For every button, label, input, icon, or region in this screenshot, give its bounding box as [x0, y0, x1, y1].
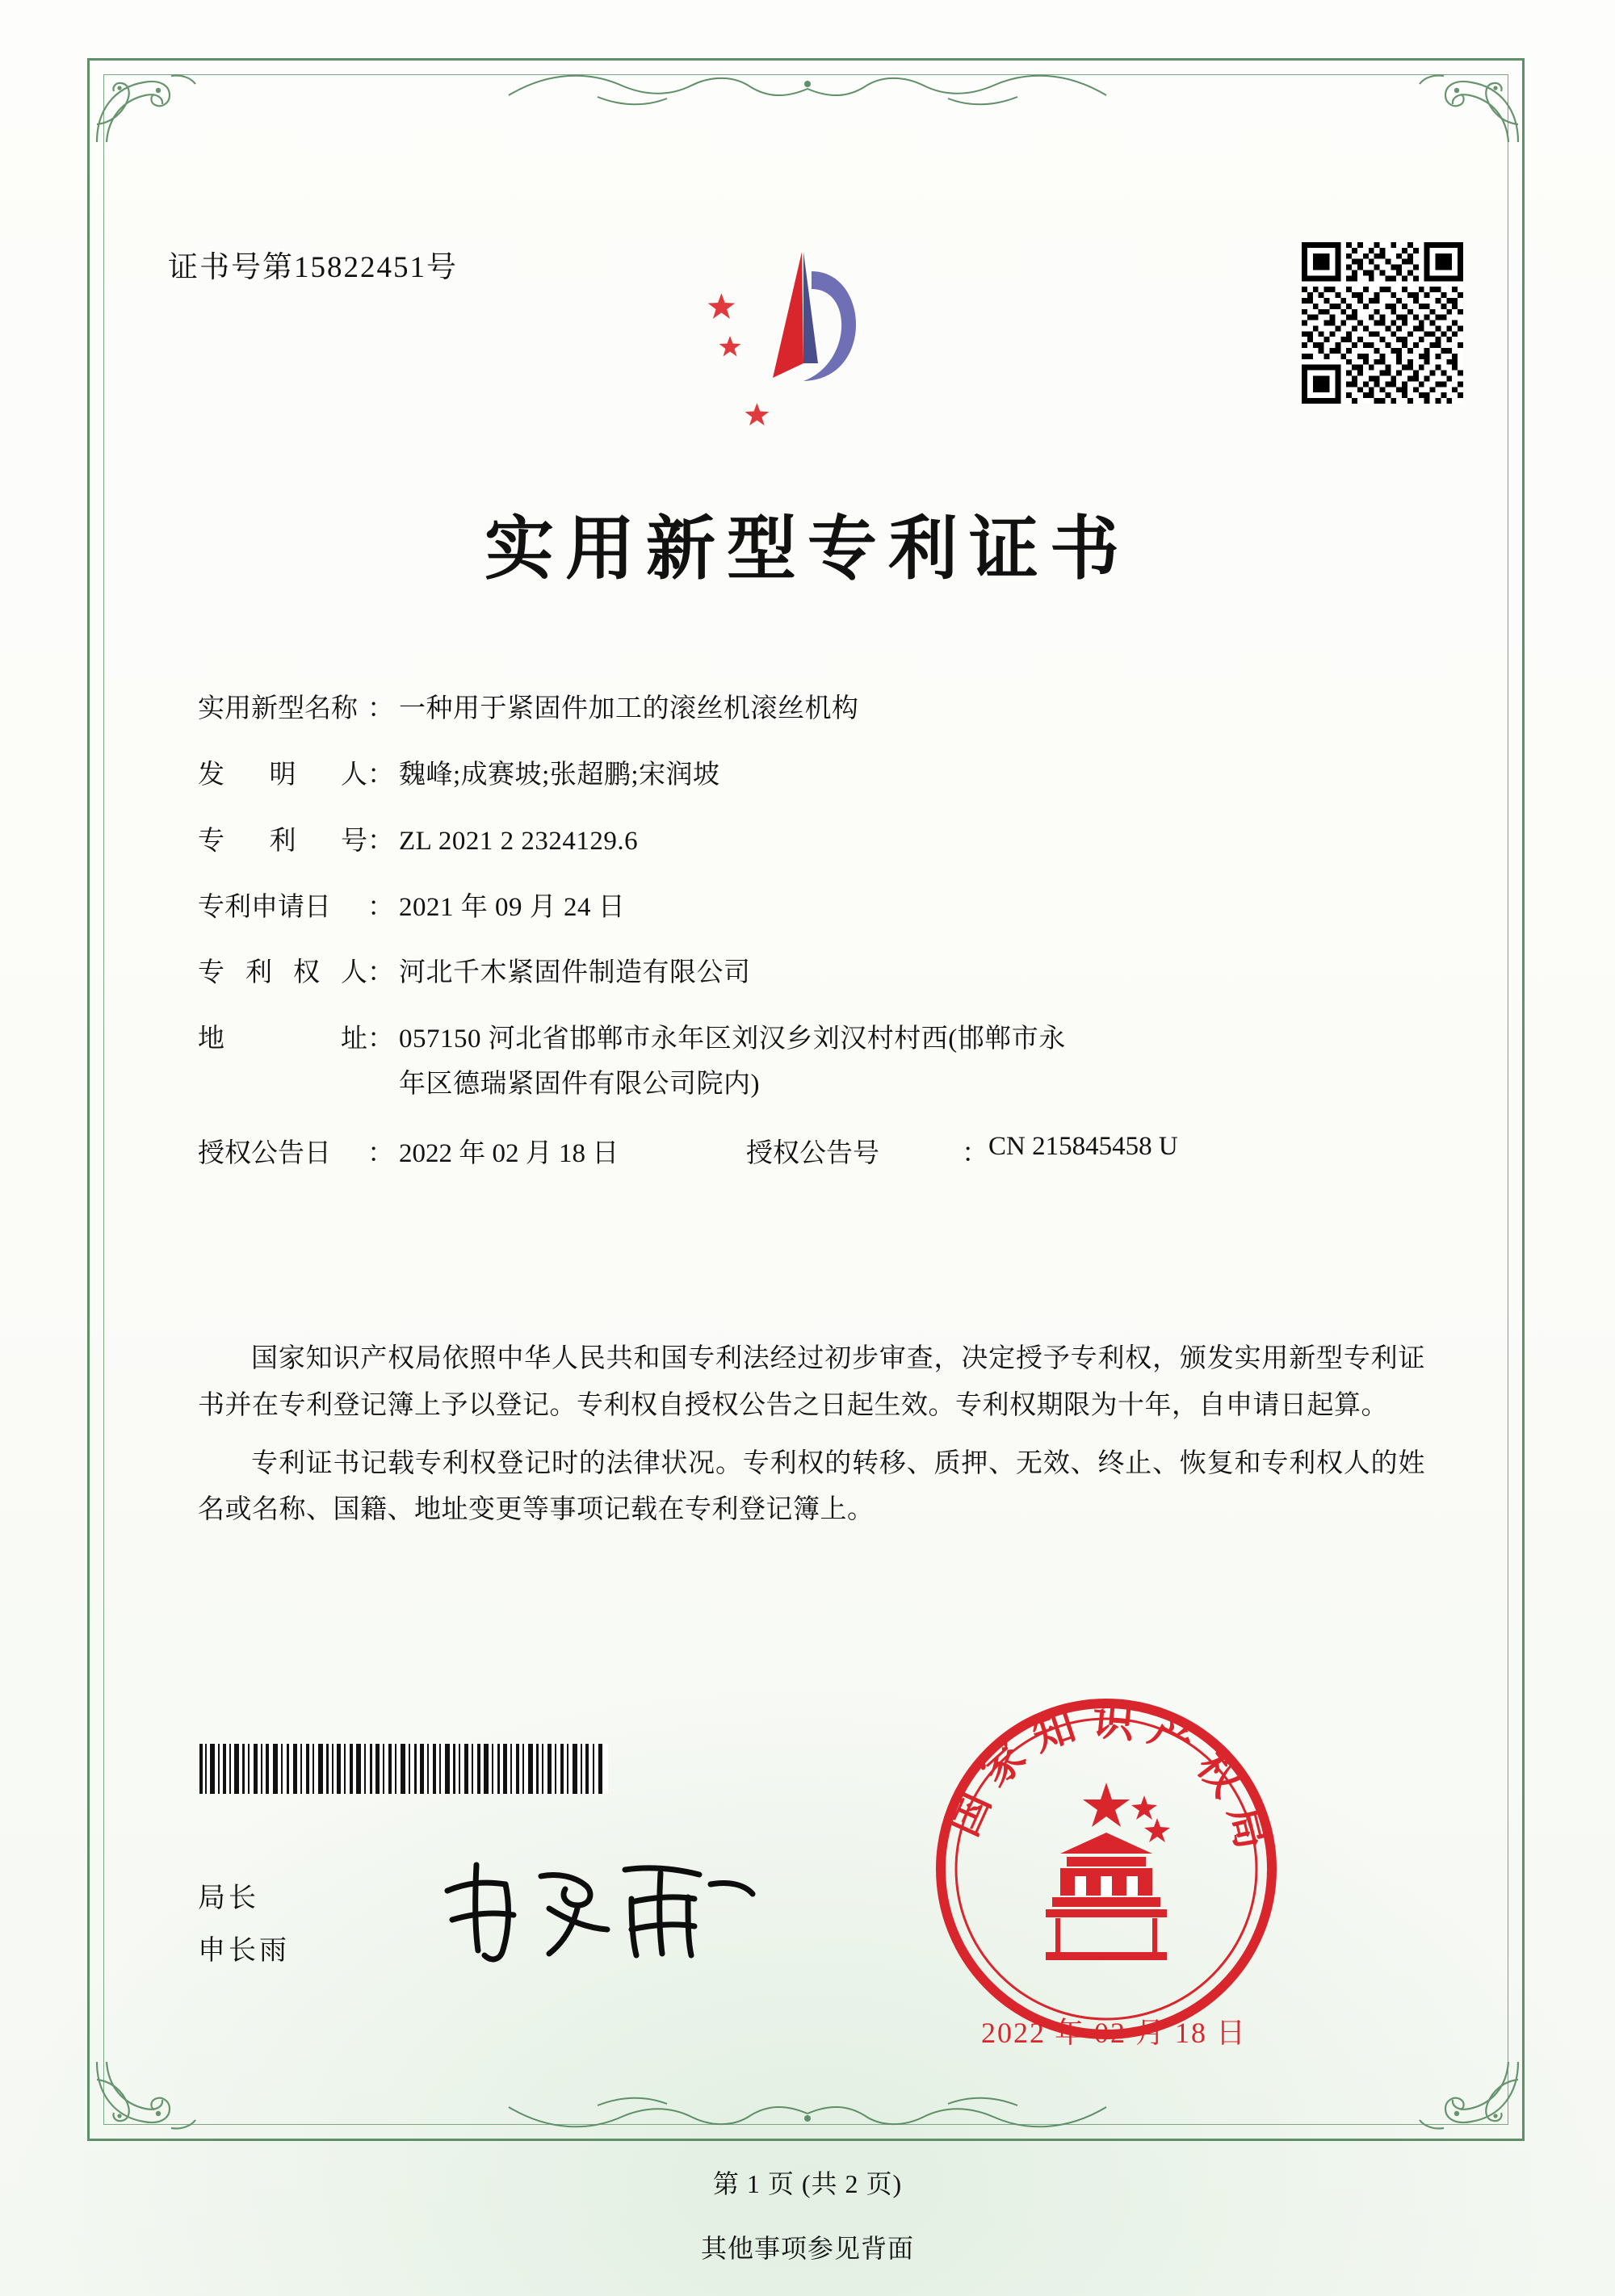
field-row-inventors	[198, 756, 1441, 795]
corner-ornament-icon	[1403, 2054, 1525, 2143]
director-block	[198, 1873, 290, 1977]
field-colon: ：	[367, 892, 394, 922]
field-colon: ：	[367, 958, 394, 988]
page-title: 实用新型专利证书	[484, 510, 1130, 588]
grant-number-label	[746, 1132, 988, 1170]
corner-ornament-icon	[90, 2054, 212, 2143]
handwritten-signature-icon	[428, 1849, 767, 1970]
field-label-text: 权	[293, 958, 320, 988]
top-flourish-icon	[501, 60, 1114, 118]
field-row-address	[198, 1020, 1441, 1104]
field-label-text: 利	[269, 826, 296, 856]
field-label-text: 利	[245, 958, 272, 988]
field-label-text: 发	[198, 760, 224, 790]
field-label-text: 人	[341, 760, 367, 790]
field-value: 河北千木紧固件制造有限公司	[399, 958, 751, 988]
field-colon: ：	[367, 1138, 394, 1168]
field-label-text: 专	[198, 826, 224, 856]
field-colon: ：	[962, 1138, 988, 1168]
field-value: 魏峰;成赛坡;张超鹏;宋润坡	[399, 760, 720, 790]
field-label-text: 址	[341, 1024, 367, 1054]
field-colon: ：	[367, 694, 394, 723]
field-label-text: 地	[198, 1024, 224, 1054]
legal-paragraph-2: 专利证书记载专利权登记时的法律状况。专利权的转移、质押、无效、终止、恢复和专利权人的姓名或名称、国籍、地址变更等事项记载在专利登记簿上。	[198, 1448, 1425, 1525]
field-colon: ：	[367, 826, 394, 856]
page-number: 第 1 页 (共 2 页)	[712, 2169, 903, 2198]
field-label: 实用新型名称	[198, 694, 358, 723]
grant-number-label-text: 授权公告号	[746, 1138, 879, 1168]
grant-number-value: CN 215845458 U	[988, 1131, 1178, 1161]
address-line-2: 年区德瑞紧固件有限公司院内)	[399, 1070, 760, 1100]
barcode-icon	[198, 1744, 608, 1794]
grant-date-value: 2022 年 02 月 18 日	[399, 1138, 619, 1168]
field-label-text: 号	[341, 826, 367, 856]
cnipa-logo-icon	[682, 242, 933, 428]
back-side-note: 其他事项参见背面	[700, 2234, 914, 2263]
field-label: 专利申请日	[198, 892, 331, 922]
field-label	[198, 954, 367, 993]
corner-ornament-icon	[1403, 61, 1525, 150]
field-value: 一种用于紧固件加工的滚丝机滚丝机构	[399, 694, 859, 723]
field-colon: ：	[367, 1024, 394, 1054]
address-line-1: 057150 河北省邯郸市永年区刘汉乡刘汉村村西(邯郸市永	[399, 1024, 1066, 1054]
field-row-grant	[198, 1132, 1441, 1170]
field-row-patentee	[198, 954, 1441, 993]
grant-date-label: 授权公告日	[198, 1138, 331, 1168]
bottom-flourish-icon	[501, 2084, 1114, 2143]
field-value	[399, 1020, 1441, 1104]
field-label	[198, 823, 367, 861]
field-row-patent-number	[198, 823, 1441, 861]
director-title: 局长	[198, 1883, 259, 1913]
qr-code-icon	[1302, 242, 1463, 404]
field-label-text: 人	[341, 958, 367, 988]
certificate-fields	[198, 690, 1441, 1194]
field-label	[198, 756, 367, 795]
field-row-invention-name	[198, 690, 1441, 729]
official-seal-icon	[933, 1695, 1280, 2043]
field-value: ZL 2021 2 2324129.6	[399, 826, 639, 856]
field-label-text: 明	[269, 760, 296, 790]
certificate-number: 证书号第15822451号	[168, 251, 458, 284]
legal-paragraph-1: 国家知识产权局依照中华人民共和国专利法经过初步审查，决定授予专利权，颁发实用新型专利证书并在专利登记簿上予以登记。专利权自授权公告之日起生效。专利权期限为十年，自申请日起算。	[198, 1344, 1425, 1420]
field-label-text: 专	[198, 958, 224, 988]
field-value: 2021 年 09 月 24 日	[399, 892, 626, 922]
corner-ornament-icon	[90, 61, 212, 150]
field-label	[198, 1020, 367, 1059]
field-row-application-date	[198, 889, 1441, 928]
director-name: 申长雨	[198, 1935, 290, 1966]
seal-date: 2022 年 02 月 18 日	[981, 2017, 1248, 2049]
svg-text:国家知识产权局: 国家知识产权局	[940, 1697, 1278, 1867]
field-colon: ：	[367, 760, 394, 790]
legal-text	[198, 1336, 1425, 1545]
